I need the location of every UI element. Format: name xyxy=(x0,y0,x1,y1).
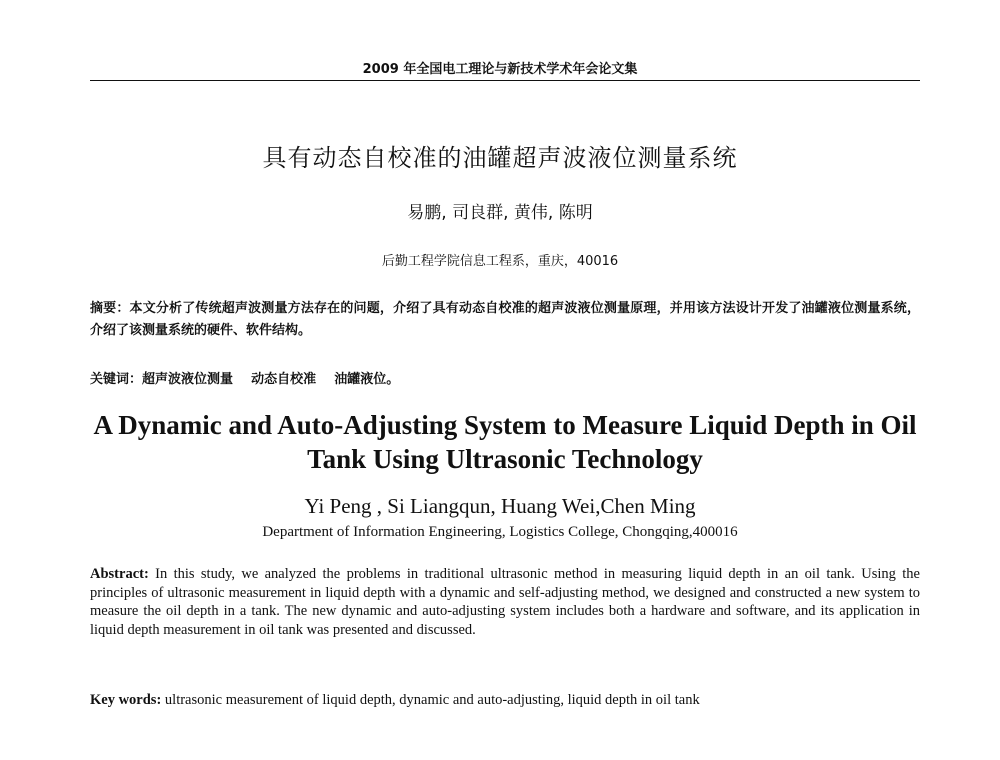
english-keywords-label: Key words: xyxy=(90,692,162,708)
english-abstract-label: Abstract: xyxy=(90,566,149,582)
chinese-affiliation: 后勤工程学院信息工程系，重庆，40016 xyxy=(381,254,619,269)
english-abstract-text: In this study, we analyzed the problems in traditional ultrasonic method in measuring liquid depth in an oil tank. Using the principles of ultrasonic measurement in liquid depth with a dynamic and self-adjusting method, we designed and constructed a new system to measure the oil depth in a tank. The new dynamic and auto-adjusting system includes both a hardware and software, and its application in liquid depth measurement in oil tank was presented and discussed. xyxy=(90,566,920,638)
english-title: A Dynamic and Auto-Adjusting System to Measure Liquid Depth in Oil Tank Using Ultrasonic Technology xyxy=(93,410,917,474)
running-header: 2009 年全国电工理论与新技术学术年会论文集 xyxy=(362,62,638,77)
chinese-abstract-text: 本文分析了传统超声波测量方法存在的问题，介绍了具有动态自校准的超声波液位测量原理，并用该方法设计开发了油罐液位测量系统，介绍了该测量系统的硬件、软件结构。 xyxy=(90,301,920,338)
english-affiliation: Department of Information Engineering, Logistics College, Chongqing,400016 xyxy=(262,524,738,540)
chinese-abstract-label: 摘要： xyxy=(90,301,130,316)
english-abstract xyxy=(90,565,920,639)
english-keywords-text: ultrasonic measurement of liquid depth, dynamic and auto-adjusting, liquid depth in oil tank xyxy=(161,692,700,708)
chinese-keywords-text: 超声波液位测量 动态自校准 油罐液位。 xyxy=(142,372,400,387)
chinese-authors: 易鹏, 司良群, 黄伟, 陈明 xyxy=(407,203,593,223)
english-authors: Yi Peng , Si Liangqun, Huang Wei,Chen Ming xyxy=(304,494,696,518)
chinese-keywords-label: 关键词： xyxy=(90,372,143,387)
header-rule xyxy=(90,80,920,81)
english-keywords xyxy=(90,692,920,709)
chinese-keywords xyxy=(90,368,920,387)
chinese-title: 具有动态自校准的油罐超声波液位测量系统 xyxy=(262,144,738,172)
chinese-abstract xyxy=(90,298,920,342)
